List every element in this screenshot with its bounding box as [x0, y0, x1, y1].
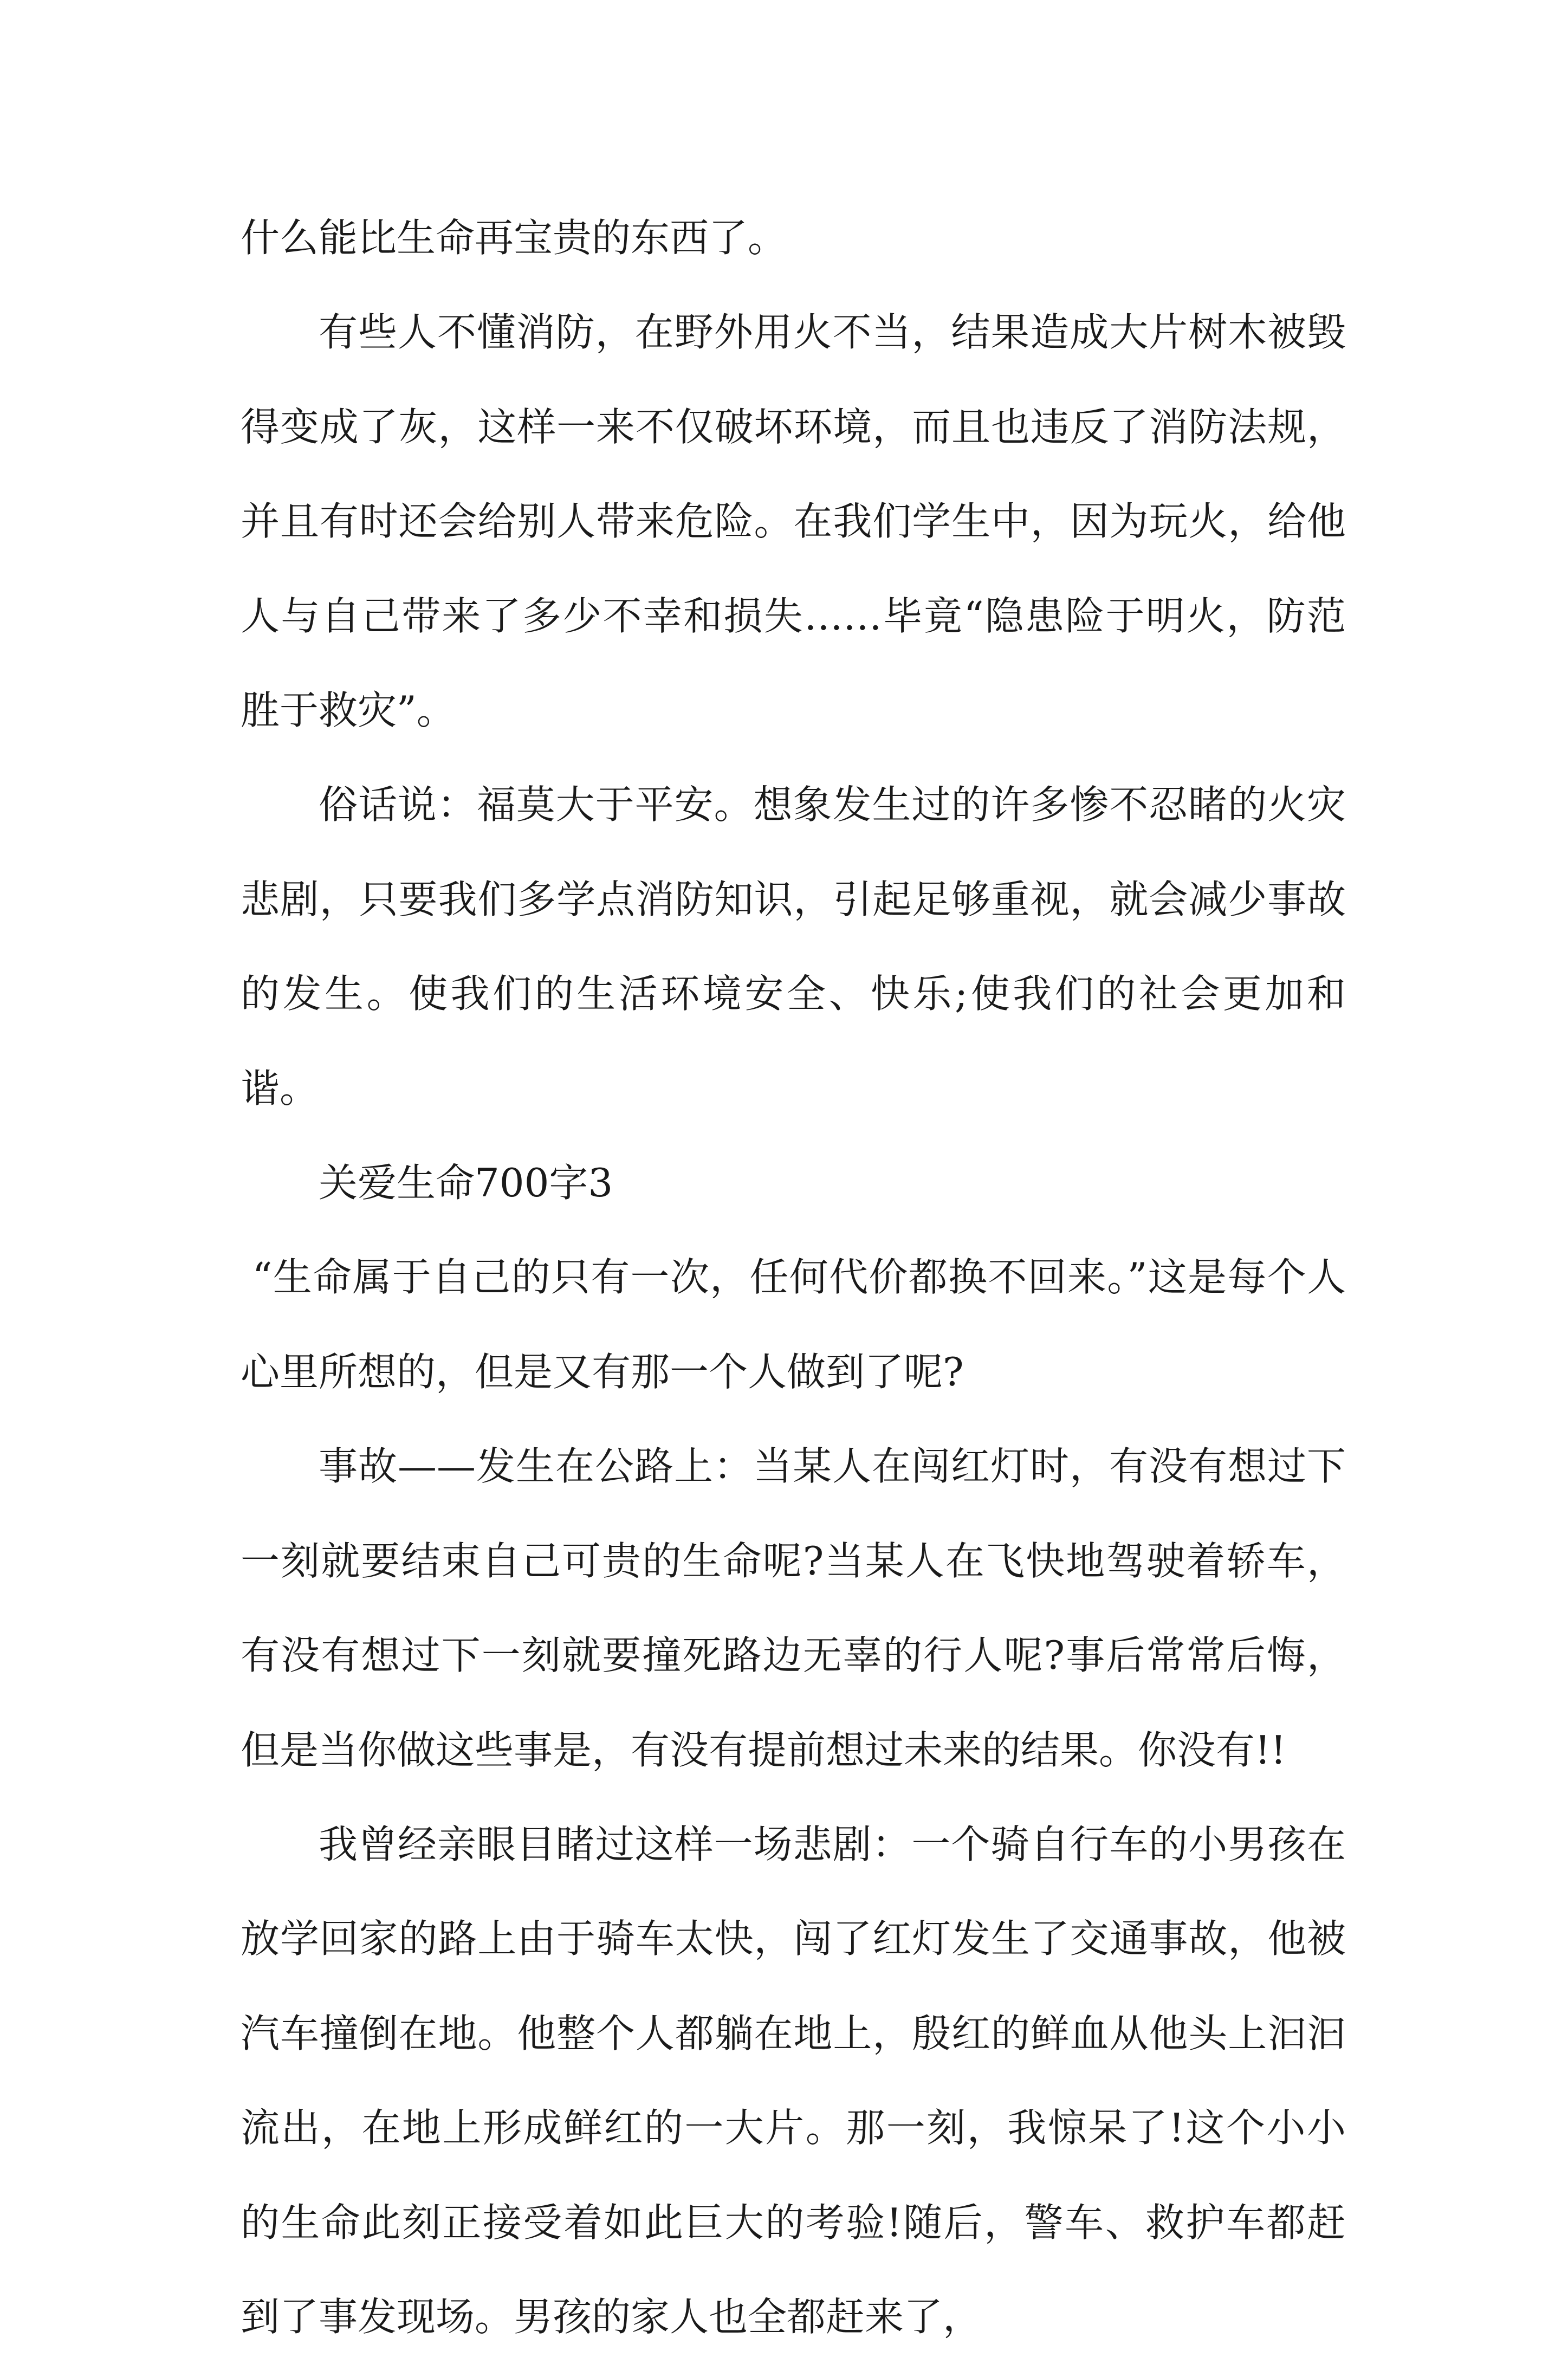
section-heading: 关爱生命700字3: [319, 1160, 613, 1206]
body-text: [241, 191, 1346, 2364]
paragraph-accident: 事故——发生在公路上：当某人在闯红灯时，有没有想过下一刻就要结束自己可贵的生命呢?当某人在飞快地驾驶着轿车，有没有想过下一刻就要撞死路边无辜的行人呢?事后常常后悔，但是当你做这些事是，有没有提前想过未来的结果。你没有!!: [241, 1443, 1346, 1773]
paragraph-witness: 我曾经亲眼目睹过这样一场悲剧：一个骑自行车的小男孩在放学回家的路上由于骑车太快，闯了红灯发生了交通事故，他被汽车撞倒在地。他整个人都躺在地上，殷红的鲜血从他头上汩汩流出，在地上形成鲜红的一大片。那一刻，我惊呆了!这个小小的生命此刻正接受着如此巨大的考验!随后，警车、救护车都赶到了事发现场。男孩的家人也全都赶来了，: [241, 1821, 1346, 2340]
paragraph-continued: 什么能比生命再宝贵的东西了。: [241, 215, 787, 261]
paragraph-fire-safety: 有些人不懂消防，在野外用火不当，结果造成大片树木被毁得变成了灰，这样一来不仅破坏环境，而且也违反了消防法规，并且有时还会给别人带来危险。在我们学生中，因为玩火，给他人与自己带来了多少不幸和损失……毕竟“隐患险于明火，防范胜于救灾”。: [241, 309, 1346, 734]
paragraph-quote: “生命属于自己的只有一次，任何代价都换不回来。”这是每个人心里所想的，但是又有那一个人做到了呢?: [241, 1254, 1346, 1395]
paragraph-proverb: 俗话说：福莫大于平安。想象发生过的许多惨不忍睹的火灾悲剧，只要我们多学点消防知识，引起足够重视，就会减少事故的发生。使我们的生活环境安全、快乐;使我们的社会更加和谐。: [241, 782, 1346, 1111]
